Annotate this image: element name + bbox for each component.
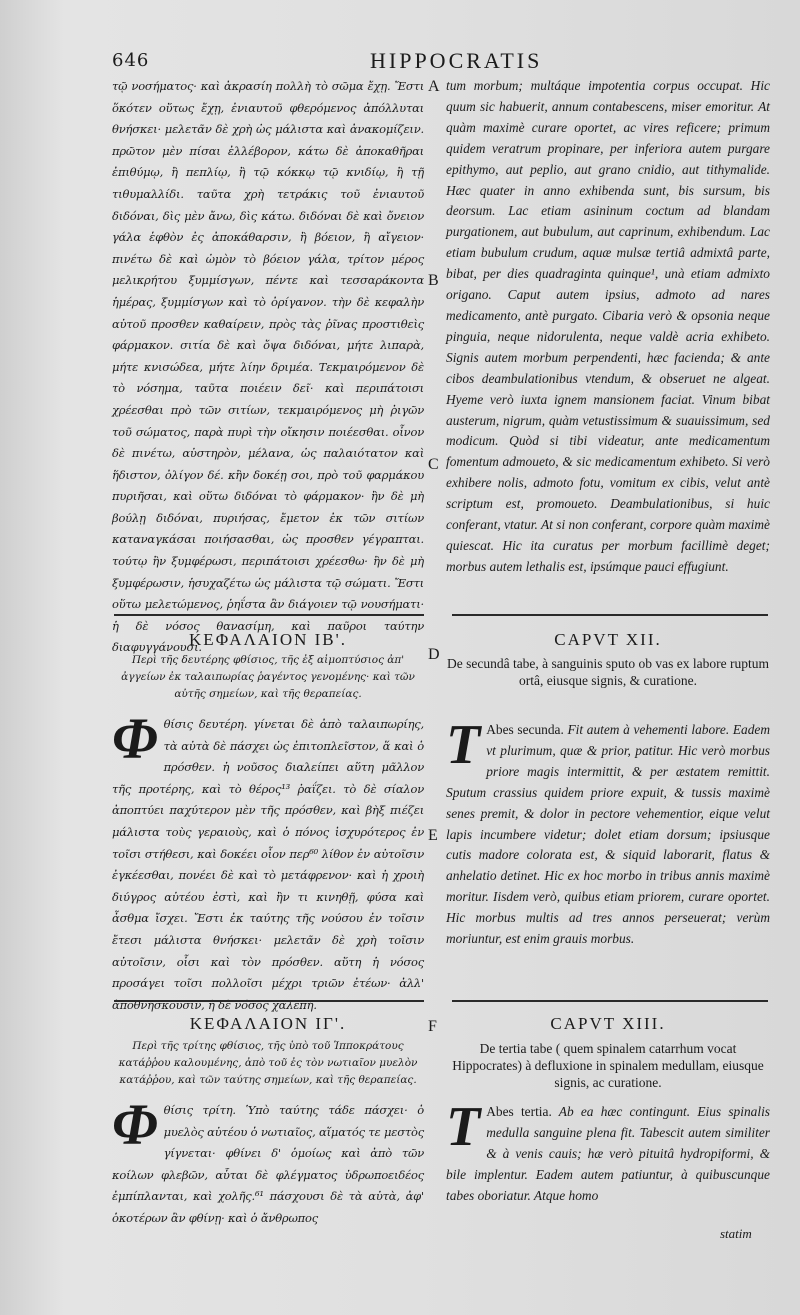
margin-marker-e: E xyxy=(428,827,438,844)
latin-paragraph-ch12 xyxy=(446,714,770,950)
latin-text-ch13: Ab ea hæc contingunt. Eius spinalis medulla sanguine plena fit. Tabescit autem similiter & à venis cauis; hæ verò pituitâ hydropiformi, & bile implentur. Eadem autem patiuntur, à quibuscunque tabes oboriatur. Atque homo xyxy=(446,1104,770,1203)
latin-text-ch12: Fit autem à vehementi labore. Eadem vt plurimum, quæ & prior, patitur. Hic verò morbus priore magis intermittit, & per æstatem remittit. Sputum crassius quidem priore expuit, & tussis maximè senes premit, & dolor in pectore vehementior, eique velut lapis incumbere videtur; dolet etiam dorsum; ipsiusque cutis madore colorata est, & siquid laborarit, flatus & anhelatio detinet. Hic ex hoc morbo in tribus annis maximè moritur. Iisdem verò, quibus etiam priorem, curare oportet. Hic morbus multis ad tres annos perseuerat; verùm moriuntur, est enim grauis morbus. xyxy=(446,722,770,947)
margin-marker-a: A xyxy=(428,78,440,95)
chapter-12-greek-subtitle: Περὶ τῆς δευτέρης φθίσιος, τῆς ἐξ αἱμοπτύσιος ἀπ' ἀγγείων ἐκ ταλαιπωρίας ῥαγέντος γενομένης· καὶ τῶν αὐτῆς σημείων, καὶ τῆς θεραπείας. xyxy=(121,654,415,700)
latin-column-ch13 xyxy=(446,1096,770,1224)
greek-paragraph-ch12 xyxy=(112,706,424,1016)
section-rule-latin-12 xyxy=(452,614,768,616)
latin-dropcap-ch12: T xyxy=(446,714,481,776)
greek-column-ch13 xyxy=(112,1092,424,1300)
greek-paragraph-ch13 xyxy=(112,1092,424,1230)
section-rule-greek-13 xyxy=(114,1000,424,1002)
greek-dropcap-ch13: Φ xyxy=(112,1092,158,1157)
greek-text-ch12: θίσις δευτέρη. γίνεται δὲ ἀπὸ ταλαιπωρίης, τὰ αὐτὰ δὲ πάσχει ὡς ἐπιτοπλεῖστον, ἅ καὶ ὁ πρόσθεν. ἡ νοῦσος διαλείπει αὕτη μᾶλλον τῆς προτέρης, καὶ τὸ θέρος¹³ ῥαΐζει. τὸ δὲ σίαλον ἀποπτύει παχύτερον μὲν τῆς πρόσθεν, καὶ βὴξ πιέζει μάλιστα τοὺς γεραιοὺς, καὶ ὁ πόνος ἰσχυρότερος ἐν τοῖσι στήθεσι, καὶ δοκέει οἷον περ⁶⁰ λίθον ἐν αὐτοῖσιν ἐγκέεσθαι, πονέει δὲ καὶ τὸ μετάφρενον· καὶ ἡ χροιὴ διύγρος αὐτέου ἐστὶ, καὶ ἢν τι κινηθῇ, φύσα καὶ ἆσθμα ἴσχει. Ἔστι ἐκ ταύτης τῆς νούσου ἐν τοῖσιν ἔτεσι μάλιστα θνήσκει· μελετᾶν δὲ χρὴ τοῖσιν αὐτοῖσιν, οἷσι καὶ τὸν πρόσθεν. αὕτη ἡ νόσος προσάγει τοῖσι πολλοῖσι μέχρι τριῶν ἐτέων· ἀλλ' ἀποθνήσκουσιν, ἡ δὲ νόσος χαλεπή. xyxy=(112,717,424,1012)
latin-lead-ch13: Abes tertia. xyxy=(486,1104,552,1119)
chapter-13-latin-title: CAPVT XIII. xyxy=(550,1014,666,1033)
section-rule-latin-13 xyxy=(452,1000,768,1002)
greek-dropcap-ch12: Φ xyxy=(112,706,158,771)
latin-column-ch12 xyxy=(446,714,770,996)
chapter-12-latin-subtitle: De secundâ tabe, à sanguinis sputo ob vas ex labore ruptum ortâ, eiusque signis, & curatione. xyxy=(446,656,770,688)
latin-lead-ch12: Abes secunda. xyxy=(486,722,564,737)
chapter-12-latin-title: CAPVT XII. xyxy=(554,630,662,649)
margin-marker-c: C xyxy=(428,456,439,473)
chapter-12-greek-title: ΚΕΦΑΛΑΙΟΝ ΙΒ'. xyxy=(189,630,347,649)
page-number: 646 xyxy=(112,50,150,71)
chapter-13-greek-title: ΚΕΦΑΛΑΙΟΝ ΙΓ'. xyxy=(189,1014,347,1033)
latin-paragraph-ch13 xyxy=(446,1096,770,1207)
margin-marker-f: F xyxy=(428,1018,437,1035)
margin-marker-b: B xyxy=(428,272,439,289)
latin-column-top xyxy=(446,76,770,604)
greek-column-ch12 xyxy=(112,706,424,1012)
margin-marker-d: D xyxy=(428,646,440,663)
latin-dropcap-ch13: T xyxy=(446,1096,481,1158)
greek-paragraph-top: τῷ νοσήματος· καὶ ἀκρασίη πολλὴ τὸ σῶμα ἔχῃ. Ἔστι ὅκότεν οὕτως ἔχῃ, ἐνιαυτοῦ φθερόμενος ἀπόλλυται θνήσκει· μελετᾶν δὲ χρὴ ὡς μάλιστα καὶ ἀνακομίζειν. πρῶτον μὲν πίσαι ἐλλέβορον, κάτω δὲ ἀποκαθῆραι ἐπιθύμῳ, ἢ πεπλίῳ, ἢ τῷ κόκκῳ τῷ κνιδίῳ, ἢ τῇ τιθυμαλλίδι. ταῦτα χρὴ τετράκις τοῦ ἐνιαυτοῦ διδόναι, δὶς μὲν ἄνω, δὶς κάτω. διδόναι δὲ καὶ ὄνειον γάλα ἑφθὸν ἐς ἀποκάθαρσιν, ἢ βόειον, ἢ αἴγειον· πινέτω δὲ καὶ ὠμὸν τὸ βόειον γάλα, τρίτον μέρος μελικρήτου ξυμμίσγων, πέντε καὶ τεσσαράκοντα ἡμέρας, ξυμμίσγων καὶ τὸ ὀρίγανον. τὴν δὲ κεφαλὴν αὐτοῦ προσθεν καθαίρειν, πρὸς τὰς ῥῖνας προστιθεὶς φάρμακον. σιτία δὲ καὶ ὄψα διδόναι, μήτε λιπαρὰ, μήτε κνισώδεα, μήτε λίην δριμέα. Τεκμαιρόμενον δὲ τὸ νόσημα, ταῦτα ποιέειν δεῖ· καὶ περιπάτοισι χρέεσθαι πρὸ τῶν σιτίων, τεκμαιρόμενος μὴ ῥιγῶν τοῦ σώματος, παρὰ πυρὶ τὴν οἴκησιν ποιέεσθαι. οἶνον δὲ πινέτω, αὐστηρὸν, μέλανα, ὡς παλαιότατον καὶ ἥδιστον, ὀλίγον δέ. κἢν δοκέῃ σοι, πρὸ τοῦ φαρμάκου πυριῆσαι, καὶ οὕτω διδόναι τὸ φάρμακον· ἢν δὲ μὴ βούλῃ διδόναι, πυριήσας, ἔμετον ἐκ τῶν σιτίων καταναγκάσαι ποιήσασθαι, ὡς προσθεν γέγραπται. τούτῳ ἢν ξυμφέρωσι, περιπάτοισι χρέεσθω· ἢν δὲ μὴ ξυμφέρωσιν, ἡσυχαζέτω ὡς μάλιστα τῷ σώματι. Ἔστι οὕτω μελετώμενος, ῥηΐστα ἂν διάγοιεν τῷ νουσήματι· ἡ δὲ νόσος θανασίμη, καὶ παῦροι ταύτην διαφυγγάνουσι. xyxy=(112,79,424,655)
running-title: HIPPOCRATIS xyxy=(370,48,543,73)
section-rule-greek-12 xyxy=(114,614,424,616)
catchword: statim xyxy=(720,1226,752,1241)
latin-paragraph-top: tum morbum; multáque impotentia corpus occupat. Hic quum sic habuerit, annum contabescens, miser emoritur. At quàm maximè curare oportet, ac vires reficere; primum quidem veratrum propinare, per inferiora autem purgare epithymo, aut peplio, aut grano cnidio, aut tithymalide. Hæc quater in anno exhibenda sunt, bis sursum, bis deorsum. Lac etiam asininum coctum ad blandam purgationem, aut bubulum, aut caprinum, exhibendum. Lac etiam bubulum crudum, aquæ mulsæ tertiâ admixtâ parte, bibat, per dies quadraginta quinque¹, unà etiam admixto origano. Caput autem ipsius, admoto ad nares medicamento, antè purgato. Cibaria verò & opsonia neque pinguia, neque nidorulenta, neque valdè acria exhibeto. Signis autem morbum perpendenti, hæc facienda; & ante cibos deambulationibus vtendum, & obseruet ne algeat. Hyeme verò iuxta ignem mansionem faciat. Vinum bibat austerum, nigrum, quàm vetustissimum & suauissimum, sed modicum. Quòd si tibi videatur, ante medicamentum fomentum admoueto, & sic medicamentum exhibeto. Si verò exhibere nolis, admoto fotu, vomitum ex cibis, velut antè scriptum est, promoueto. Deambulationibus, si huic conferant, vtatur. At si non conferant, corpore quàm maximè quiescat. Hic ita curatus per morbum facillimè deget; morbus autem lethalis est, ipsúmque pauci effugiunt. xyxy=(446,78,770,574)
greek-text-ch13: θίσις τρίτη. Ὑπὸ ταύτης τάδε πάσχει· ὁ μυελὸς αὐτέου ὁ νωτιαῖος, αἵματός τε μεστὸς γίγνεται· φθίνει δ' ὁμοίως καὶ ἀπὸ τῶν κοίλων φλεβῶν, αὗται δὲ φλέγματος ὑδρωποειδέος ἐμπίπλανται, καὶ χολῆς.⁶¹ πάσχουσι δὲ τὰ αὐτὰ, ἀφ' ὁκοτέρων ἂν φθίνῃ· καὶ ὁ ἄνθρωπος xyxy=(112,1103,424,1225)
chapter-13-latin-subtitle: De tertia tabe ( quem spinalem catarrhum vocat Hippocrates) à defluxione in spinalem medullam, eiusque signis, ac curatione. xyxy=(452,1041,764,1090)
chapter-13-greek-subtitle: Περὶ τῆς τρίτης φθίσιος, τῆς ὑπὸ τοῦ Ἱπποκράτους κατάῤῥου καλουμένης, ἀπὸ τοῦ ἐς τὸν νωτιαῖον μυελὸν κατάῤῥου, καὶ τῶν ταύτης σημείων, καὶ τῆς θεραπείας. xyxy=(118,1040,418,1086)
